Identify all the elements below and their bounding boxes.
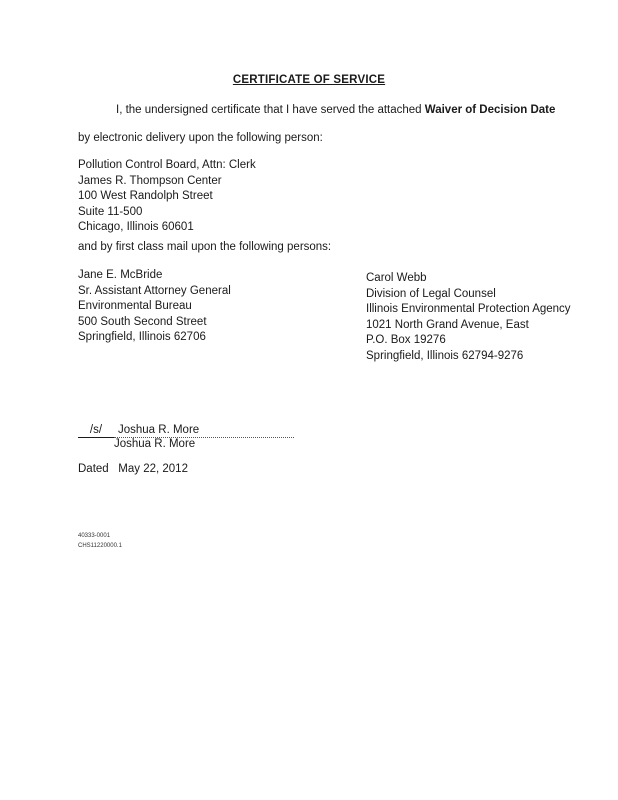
address-line: P.O. Box 19276 [366, 334, 446, 346]
doc-reference-number: 40333-0001 [78, 533, 111, 539]
dated-line [78, 462, 188, 478]
address-line: Jane E. McBride [78, 269, 163, 281]
address-line: Springfield, Illinois 62706 [78, 331, 206, 343]
dated-label: Dated [78, 463, 109, 475]
address-line: Division of Legal Counsel [366, 287, 496, 300]
dated-value: May 22, 2012 [118, 463, 188, 475]
address-line: Suite 11-500 [78, 205, 143, 218]
intro-text: I, the undersigned certificate that I have served the attached [116, 104, 425, 116]
address-line: 500 South Second Street [78, 315, 207, 328]
address-line: Pollution Control Board, Attn: Clerk [78, 159, 256, 171]
signature-name: Joshua R. More [114, 424, 294, 438]
address-line: Carol Webb [366, 272, 427, 284]
address-line: Environmental Bureau [78, 300, 192, 312]
signature-prefix: /s/ [78, 424, 114, 438]
mail-delivery-line: and by first class mail upon the following persons: [78, 241, 332, 253]
recipient-right-address [366, 271, 571, 364]
electronic-delivery-line: by electronic delivery upon the following person: [78, 132, 323, 144]
doc-reference-code: CHS11220000.1 [78, 543, 122, 549]
address-line: Springfield, Illinois 62794-9276 [366, 349, 524, 362]
address-line: Illinois Environmental Protection Agency [366, 303, 571, 315]
printed-name: Joshua R. More [114, 438, 196, 450]
board-address [78, 158, 256, 236]
intro-document-name: Waiver of Decision Date [424, 104, 556, 116]
address-line: James R. Thompson Center [78, 174, 222, 187]
recipient-left-address [78, 268, 231, 346]
address-line: Sr. Assistant Attorney General [78, 284, 231, 297]
address-line: 100 West Randolph Street [78, 190, 213, 202]
intro-statement [116, 103, 555, 119]
page-title: CERTIFICATE OF SERVICE [232, 74, 386, 86]
address-line: 1021 North Grand Avenue, East [366, 318, 529, 331]
address-line: Chicago, Illinois 60601 [78, 221, 194, 233]
